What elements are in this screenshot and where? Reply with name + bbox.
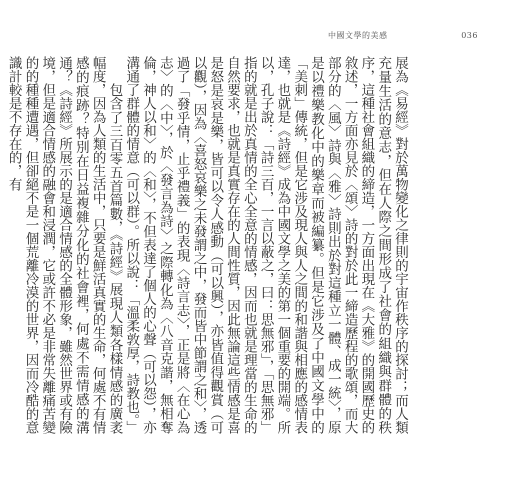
paragraph: 包含了三百零五首篇數，《詩經》展現人類各樣情感的廣袤幅度，因為人類的生活中，只要是鮮活真實的生命，何處不有情感的痕跡？特別在日益複雜分化的社會裡，何處不需情感的溝通？《詩經》所展示的是適合情感的全體形象，雖然世界或有險境，但是適合情感的融會和浸潤，它或許不必是非常失離痛苦變的的種種遭遇，但卻絕不是一個荒離冷漠的世界，因而冷酷的意識計較是不存在的，有	[5, 56, 123, 434]
paragraph: 展為《易經》對於萬物變化之律則的宇宙作秩序的探討；而人類充量生活的意志，但在人際之間形成了社會的組織與群體的秩序，這種社會組織的締造，一方面出現在《大雅》的開國歷史的敘述，一方面亦見於〈頌〉詩的對於此一締造歷程的歌頌，而大部分的〈風〉詩與〈雅〉詩則出於對這種立一體、成一統〉，原是以禮樂教化中的樂章而被編纂。但是它涉及了中國文學中的「美刺」傳統，但是它涉及現人與人之間的和諧與相應的感情表達，也就是《詩經》成為中國文學之美的第一個重要的開端。所以，孔子說：「詩三百，一言以蔽之，曰：思無邪」，「思無邪」指的就是出於真情的全心全意的情感，因而也就是理當的生命的自然要求，也就是真實存在的人間性質，因此無論這些情感是喜是怒是哀是樂，皆可以令人感動（可以興），亦皆值得觀賞（可以觀），因為〈喜怒哀樂之未發謂之中，發而皆中節謂之和〉，透過了「發乎情，止乎禮義」的表現〈詩言志〉，正是將〈在心為志〉的〈中〉，於〈發言為詩〉之際轉化為〈八音克諧，無相奪倫，神人以和〉的〈和〉，不但表達了個人的心聲（可以怨），亦溝通了群體的情意（可以群）。所以說：「溫柔敦厚，詩教也。」	[123, 56, 408, 434]
running-header	[328, 28, 478, 42]
body-text	[5, 56, 408, 434]
page-number: 036	[461, 30, 478, 40]
page-title: 中國文學的美感	[328, 30, 388, 40]
